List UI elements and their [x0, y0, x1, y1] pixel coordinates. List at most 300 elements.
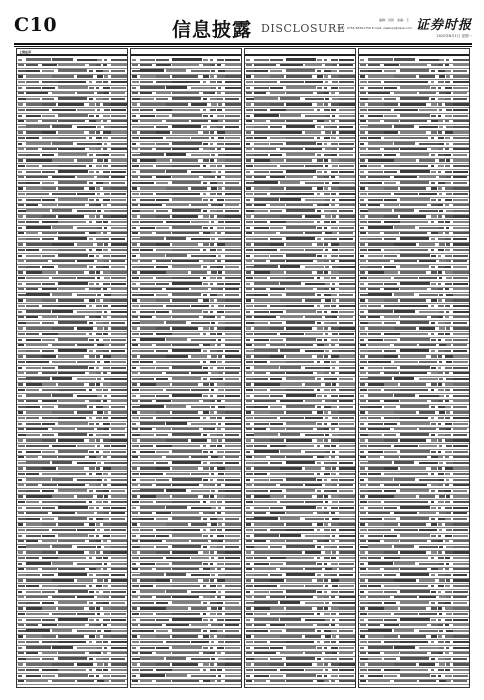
- table-cell: [218, 322, 225, 324]
- table-cell: [52, 445, 76, 448]
- table-cell: [254, 87, 269, 89]
- table-cell: [225, 406, 241, 408]
- table-cell: [360, 574, 368, 576]
- table-cell: [111, 647, 128, 649]
- table-cell: [58, 372, 85, 375]
- table-cell: [225, 182, 239, 184]
- table-cell: [26, 193, 49, 196]
- table-cell: [225, 171, 242, 173]
- table-cell: [218, 423, 221, 425]
- table-cell: [96, 64, 101, 66]
- table-cell: [211, 288, 218, 290]
- table-cell: [26, 523, 42, 525]
- table-cell: [140, 367, 155, 369]
- table-cell: [270, 327, 284, 329]
- table-cell: [446, 411, 450, 413]
- table-cell: [52, 344, 75, 347]
- table-cell: [270, 473, 286, 475]
- table-cell: [140, 187, 166, 190]
- table-cell: [317, 456, 324, 458]
- table-cell: [446, 109, 452, 111]
- table-cell: [104, 193, 110, 195]
- table-cell: [111, 512, 125, 514]
- table-cell: [166, 170, 187, 173]
- table-cell: [225, 462, 239, 464]
- table-cell: [360, 473, 367, 475]
- table-cell: [58, 137, 86, 140]
- table-cell: [270, 607, 284, 609]
- table-cell: [305, 619, 325, 621]
- table-cell: [140, 277, 153, 279]
- table-cell: [97, 243, 103, 245]
- table-cell: [384, 574, 396, 576]
- table-cell: [453, 551, 469, 553]
- table-cell: [339, 585, 354, 587]
- table-cell: [339, 243, 355, 245]
- table-cell: [58, 333, 86, 336]
- table-cell: [18, 563, 22, 565]
- table-cell: [368, 411, 394, 414]
- table-cell: [324, 574, 331, 576]
- table-cell: [103, 305, 108, 307]
- table-cell: [438, 389, 444, 391]
- table-cell: [225, 199, 240, 201]
- table-cell: [400, 282, 430, 285]
- table-cell: [140, 619, 155, 621]
- table-cell: [18, 383, 23, 385]
- table-cell: [360, 148, 366, 150]
- table-cell: [360, 624, 366, 626]
- table-cell: [18, 490, 26, 492]
- table-cell: [331, 439, 339, 441]
- table-cell: [225, 568, 242, 570]
- table-cell: [225, 288, 239, 290]
- table-cell: [317, 210, 321, 212]
- table-cell: [453, 428, 467, 430]
- table-cell: [132, 210, 140, 212]
- table-cell: [203, 210, 207, 212]
- table-cell: [246, 249, 253, 251]
- table-cell: [254, 456, 266, 458]
- table-cell: [305, 467, 321, 469]
- table-cell: [58, 249, 86, 252]
- table-cell: [438, 70, 445, 72]
- table-cell: [42, 103, 56, 105]
- table-cell: [280, 316, 303, 319]
- table-cell: [445, 557, 450, 559]
- table-cell: [445, 70, 451, 72]
- table-cell: [331, 221, 336, 223]
- table-cell: [453, 495, 470, 497]
- table-cell: [42, 574, 54, 576]
- table-cell: [438, 249, 444, 251]
- table-cell: [103, 675, 110, 677]
- table-cell: [172, 663, 198, 666]
- table-cell: [254, 395, 269, 397]
- table-cell: [26, 125, 50, 128]
- table-cell: [225, 484, 242, 486]
- table-cell: [254, 70, 268, 72]
- table-cell: [96, 490, 103, 492]
- table-cell: [317, 344, 324, 346]
- table-cell: [42, 283, 55, 285]
- table-cell: [317, 512, 324, 514]
- table-cell: [438, 154, 445, 156]
- table-cell: [77, 109, 95, 111]
- table-cell: [445, 316, 449, 318]
- table-header-band: [131, 54, 241, 56]
- table-cell: [77, 428, 94, 430]
- table-cell: [453, 339, 468, 341]
- table-cell: [368, 327, 394, 330]
- table-cell: [246, 299, 251, 301]
- table-cell: [453, 540, 470, 542]
- table-cell: [270, 171, 283, 173]
- table-cell: [26, 131, 42, 133]
- table-cell: [203, 59, 208, 61]
- table-cell: [438, 81, 444, 83]
- table-cell: [431, 434, 435, 436]
- table-cell: [132, 271, 137, 273]
- table-cell: [339, 669, 354, 671]
- table-cell: [339, 103, 355, 105]
- table-cell: [246, 115, 250, 117]
- table-cell: [384, 271, 398, 273]
- table-cell: [331, 210, 337, 212]
- table-cell: [453, 395, 470, 397]
- table-cell: [453, 624, 470, 626]
- table-cell: [89, 585, 92, 587]
- table-cell: [332, 551, 336, 553]
- table-cell: [111, 305, 128, 307]
- table-cell: [225, 316, 242, 318]
- table-cell: [111, 400, 128, 402]
- table-cell: [254, 512, 266, 514]
- table-cell: [419, 378, 438, 380]
- table-cell: [111, 59, 128, 61]
- table-cell: [103, 350, 109, 352]
- table-cell: [103, 372, 107, 374]
- table-cell: [58, 181, 87, 184]
- contact-info: 电话：0755-83501750 E-mail: zqsbxpl@zqsb.com: [337, 26, 412, 30]
- table-cell: [246, 311, 250, 313]
- table-cell: [419, 143, 439, 145]
- table-cell: [132, 540, 138, 542]
- table-cell: [104, 327, 108, 329]
- table-cell: [77, 378, 96, 380]
- table-cell: [140, 288, 162, 291]
- table-cell: [325, 165, 328, 167]
- table-cell: [317, 294, 321, 296]
- table-cell: [140, 153, 164, 156]
- table-cell: [431, 439, 437, 441]
- table-cell: [439, 260, 446, 262]
- table-cell: [331, 574, 337, 576]
- table-cell: [18, 501, 25, 503]
- table-cell: [246, 535, 250, 537]
- table-cell: [103, 619, 110, 621]
- table-cell: [156, 551, 170, 553]
- table-cell: [172, 618, 202, 621]
- table-cell: [18, 529, 25, 531]
- table-cell: [203, 199, 208, 201]
- table-cell: [132, 574, 140, 576]
- table-cell: [111, 479, 128, 481]
- table-cell: [339, 126, 353, 128]
- table-cell: [331, 294, 337, 296]
- table-cell: [453, 523, 469, 525]
- table-cell: [132, 484, 138, 486]
- table-cell: [286, 327, 312, 330]
- table-cell: [339, 316, 353, 318]
- table-cell: [111, 635, 127, 637]
- table-cell: [140, 243, 156, 245]
- table-cell: [42, 602, 54, 604]
- table-cell: [286, 624, 313, 627]
- table-cell: [368, 64, 380, 66]
- table-cell: [453, 199, 468, 201]
- table-cell: [191, 70, 210, 72]
- table-cell: [103, 602, 109, 604]
- table-cell: [438, 333, 444, 335]
- publication-date: 2020年6月1日 星期一: [436, 34, 472, 38]
- table-cell: [439, 243, 445, 245]
- table-cell: [42, 423, 55, 425]
- table-cell: [210, 266, 217, 268]
- table-cell: [156, 445, 172, 447]
- table-cell: [132, 355, 137, 357]
- table-cell: [286, 86, 316, 89]
- table-cell: [203, 630, 207, 632]
- table-cell: [211, 305, 214, 307]
- table-cell: [210, 479, 213, 481]
- table-cell: [203, 299, 209, 301]
- table-cell: [439, 193, 442, 195]
- table-cell: [400, 417, 428, 420]
- table-cell: [104, 361, 110, 363]
- table-cell: [111, 540, 128, 542]
- table-cell: [111, 602, 125, 604]
- table-cell: [210, 182, 217, 184]
- table-cell: [225, 59, 240, 61]
- table-cell: [140, 69, 164, 72]
- table-cell: [217, 193, 222, 195]
- table-cell: [18, 518, 26, 520]
- table-cell: [332, 484, 337, 486]
- table-cell: [225, 596, 242, 598]
- table-cell: [360, 507, 364, 509]
- table-cell: [42, 171, 55, 173]
- table-cell: [203, 344, 210, 346]
- table-cell: [217, 579, 225, 581]
- table-cell: [191, 607, 207, 609]
- table-cell: [400, 590, 430, 593]
- table-cell: [246, 260, 252, 262]
- table-cell: [210, 619, 213, 621]
- table-cell: [305, 585, 323, 587]
- table-cell: [246, 98, 254, 100]
- table-cell: [368, 417, 381, 419]
- table-cell: [286, 529, 314, 532]
- table-cell: [445, 271, 453, 273]
- table-cell: [140, 75, 156, 77]
- table-cell: [225, 680, 242, 682]
- table-cell: [217, 283, 224, 285]
- table-cell: [384, 204, 399, 206]
- table-cell: [58, 534, 88, 537]
- table-cell: [111, 630, 127, 632]
- table-cell: [324, 523, 328, 525]
- table-cell: [52, 142, 73, 145]
- table-cell: [96, 635, 100, 637]
- table-cell: [52, 327, 74, 330]
- table-cell: [18, 70, 26, 72]
- table-cell: [280, 282, 301, 285]
- table-cell: [203, 484, 210, 486]
- table-cell: [111, 182, 125, 184]
- table-cell: [431, 64, 438, 66]
- table-cell: [360, 266, 368, 268]
- table-cell: [96, 669, 102, 671]
- table-cell: [225, 176, 242, 178]
- table-cell: [140, 204, 162, 207]
- table-cell: [339, 602, 355, 604]
- table-cell: [111, 568, 128, 570]
- table-cell: [453, 389, 470, 391]
- table-cell: [331, 647, 338, 649]
- table-cell: [453, 75, 470, 77]
- table-cell: [96, 607, 100, 609]
- table-cell: [132, 171, 136, 173]
- table-cell: [97, 663, 103, 665]
- table-cell: [368, 372, 380, 374]
- table-cell: [286, 260, 313, 263]
- table-cell: [111, 109, 126, 111]
- table-cell: [368, 529, 391, 532]
- table-cell: [419, 479, 439, 481]
- table-cell: [368, 70, 382, 72]
- table-cell: [77, 647, 97, 649]
- table-column-block: [244, 48, 356, 688]
- table-cell: [210, 411, 214, 413]
- table-cell: [211, 574, 215, 576]
- table-cell: [217, 294, 223, 296]
- table-cell: [217, 428, 221, 430]
- table-cell: [103, 523, 111, 525]
- table-cell: [384, 120, 399, 122]
- table-cell: [400, 131, 426, 134]
- table-cell: [360, 299, 365, 301]
- table-cell: [445, 255, 452, 257]
- table-cell: [89, 523, 95, 525]
- table-cell: [217, 602, 223, 604]
- table-cell: [111, 501, 128, 503]
- table-cell: [203, 327, 209, 329]
- table-cell: [104, 596, 109, 598]
- table-cell: [26, 377, 50, 380]
- table-cell: [26, 310, 51, 313]
- table-cell: [439, 596, 446, 598]
- table-cell: [111, 591, 126, 593]
- table-cell: [332, 535, 335, 537]
- table-cell: [58, 635, 84, 638]
- table-cell: [246, 658, 254, 660]
- table-cell: [225, 563, 240, 565]
- table-cell: [445, 367, 452, 369]
- table-cell: [339, 540, 356, 542]
- table-cell: [111, 159, 128, 161]
- table-cell: [211, 591, 216, 593]
- table-cell: [339, 467, 356, 469]
- table-cell: [368, 176, 390, 179]
- table-cell: [400, 433, 429, 436]
- table-cell: [156, 75, 170, 77]
- table-cell: [225, 260, 242, 262]
- table-cell: [331, 613, 336, 615]
- table-cell: [26, 579, 52, 582]
- table-cell: [331, 607, 339, 609]
- table-cell: [89, 635, 95, 637]
- table-cell: [254, 490, 268, 492]
- table-cell: [111, 663, 128, 665]
- header-rule: [14, 43, 472, 45]
- table-cell: [191, 322, 210, 324]
- table-cell: [42, 619, 55, 621]
- table-cell: [225, 585, 242, 587]
- table-cell: [439, 395, 444, 397]
- table-cell: [132, 512, 138, 514]
- table-cell: [439, 445, 442, 447]
- table-cell: [217, 350, 223, 352]
- table-cell: [111, 669, 128, 671]
- table-cell: [89, 339, 94, 341]
- table-cell: [42, 81, 58, 83]
- table-cell: [438, 540, 443, 542]
- table-cell: [172, 243, 198, 246]
- table-cell: [166, 590, 187, 593]
- table-cell: [431, 619, 436, 621]
- table-cell: [400, 473, 428, 476]
- table-cell: [445, 154, 451, 156]
- table-cell: [246, 624, 252, 626]
- table-cell: [246, 70, 254, 72]
- table-cell: [400, 299, 426, 302]
- table-cell: [439, 529, 442, 531]
- table-cell: [104, 344, 109, 346]
- table-cell: [111, 378, 127, 380]
- table-cell: [211, 406, 215, 408]
- table-cell: [140, 535, 155, 537]
- table-cell: [225, 451, 240, 453]
- table-cell: [97, 193, 100, 195]
- table-cell: [140, 462, 154, 464]
- table-cell: [18, 417, 25, 419]
- table-cell: [332, 350, 339, 352]
- table-cell: [42, 255, 55, 257]
- table-cell: [331, 512, 335, 514]
- table-cell: [270, 187, 284, 189]
- table-cell: [218, 456, 223, 458]
- table-cell: [384, 383, 398, 385]
- table-cell: [246, 187, 251, 189]
- table-cell: [246, 383, 251, 385]
- table-cell: [270, 227, 283, 229]
- table-cell: [225, 327, 241, 329]
- table-cell: [438, 187, 442, 189]
- table-cell: [103, 389, 108, 391]
- table-cell: [210, 299, 214, 301]
- table-cell: [103, 148, 107, 150]
